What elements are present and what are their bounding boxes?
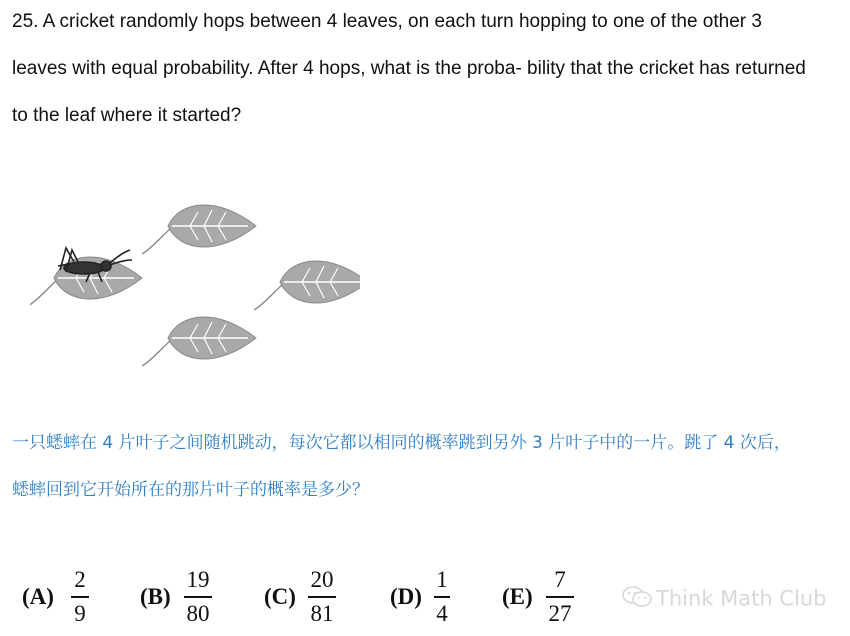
fraction-denominator: 9 <box>74 600 86 626</box>
leaf-icon <box>254 261 360 310</box>
watermark <box>622 586 826 613</box>
leaves-figure <box>30 190 360 380</box>
watermark-text: Think Math Club <box>656 586 827 611</box>
choice-label: (C) <box>264 584 296 609</box>
fraction-denominator: 81 <box>310 600 334 626</box>
fraction-bar <box>71 596 89 598</box>
choice-fraction <box>422 566 462 628</box>
leaf-icon <box>142 317 256 366</box>
fraction-bar <box>184 596 212 598</box>
choice-fraction <box>60 566 100 628</box>
fraction-bar <box>546 596 574 598</box>
fraction-numerator: 7 <box>554 567 566 592</box>
fraction-numerator: 20 <box>310 567 334 592</box>
fraction-numerator: 19 <box>186 567 210 592</box>
fraction-denominator: 4 <box>436 600 448 626</box>
choice-label: (E) <box>502 584 533 609</box>
question-line-1: 25. A cricket randomly hops between 4 leaves, on each turn hopping to one of the other 3 <box>12 11 762 32</box>
choice-label: (B) <box>140 584 171 609</box>
choice-fraction <box>178 566 218 628</box>
choice-fraction <box>302 566 342 628</box>
question-line-3: to the leaf where it started? <box>12 105 242 126</box>
fraction-numerator: 1 <box>436 567 448 592</box>
question-line-2: leaves with equal probability. After 4 hops, what is the proba- bility that the cricket has returned <box>12 58 806 79</box>
fraction-denominator: 80 <box>186 600 210 626</box>
fraction-bar <box>308 596 336 598</box>
fraction-denominator: 27 <box>548 600 572 626</box>
choice-label: (D) <box>390 584 422 609</box>
fraction-bar <box>434 596 450 598</box>
fraction-numerator: 2 <box>74 567 86 592</box>
choice-fraction <box>540 566 580 628</box>
translation-line-1: 一只蟋蟀在 4 片叶子之间随机跳动，每次它都以相同的概率跳到另外 3 片叶子中的一片。跳了 4 次后， <box>12 433 791 453</box>
answer-choices <box>22 566 622 626</box>
translation-line-2: 蟋蟀回到它开始所在的那片叶子的概率是多少？ <box>12 480 369 500</box>
wechat-icon <box>622 586 652 613</box>
leaf-icon <box>142 205 256 254</box>
choice-label: (A) <box>22 584 54 609</box>
